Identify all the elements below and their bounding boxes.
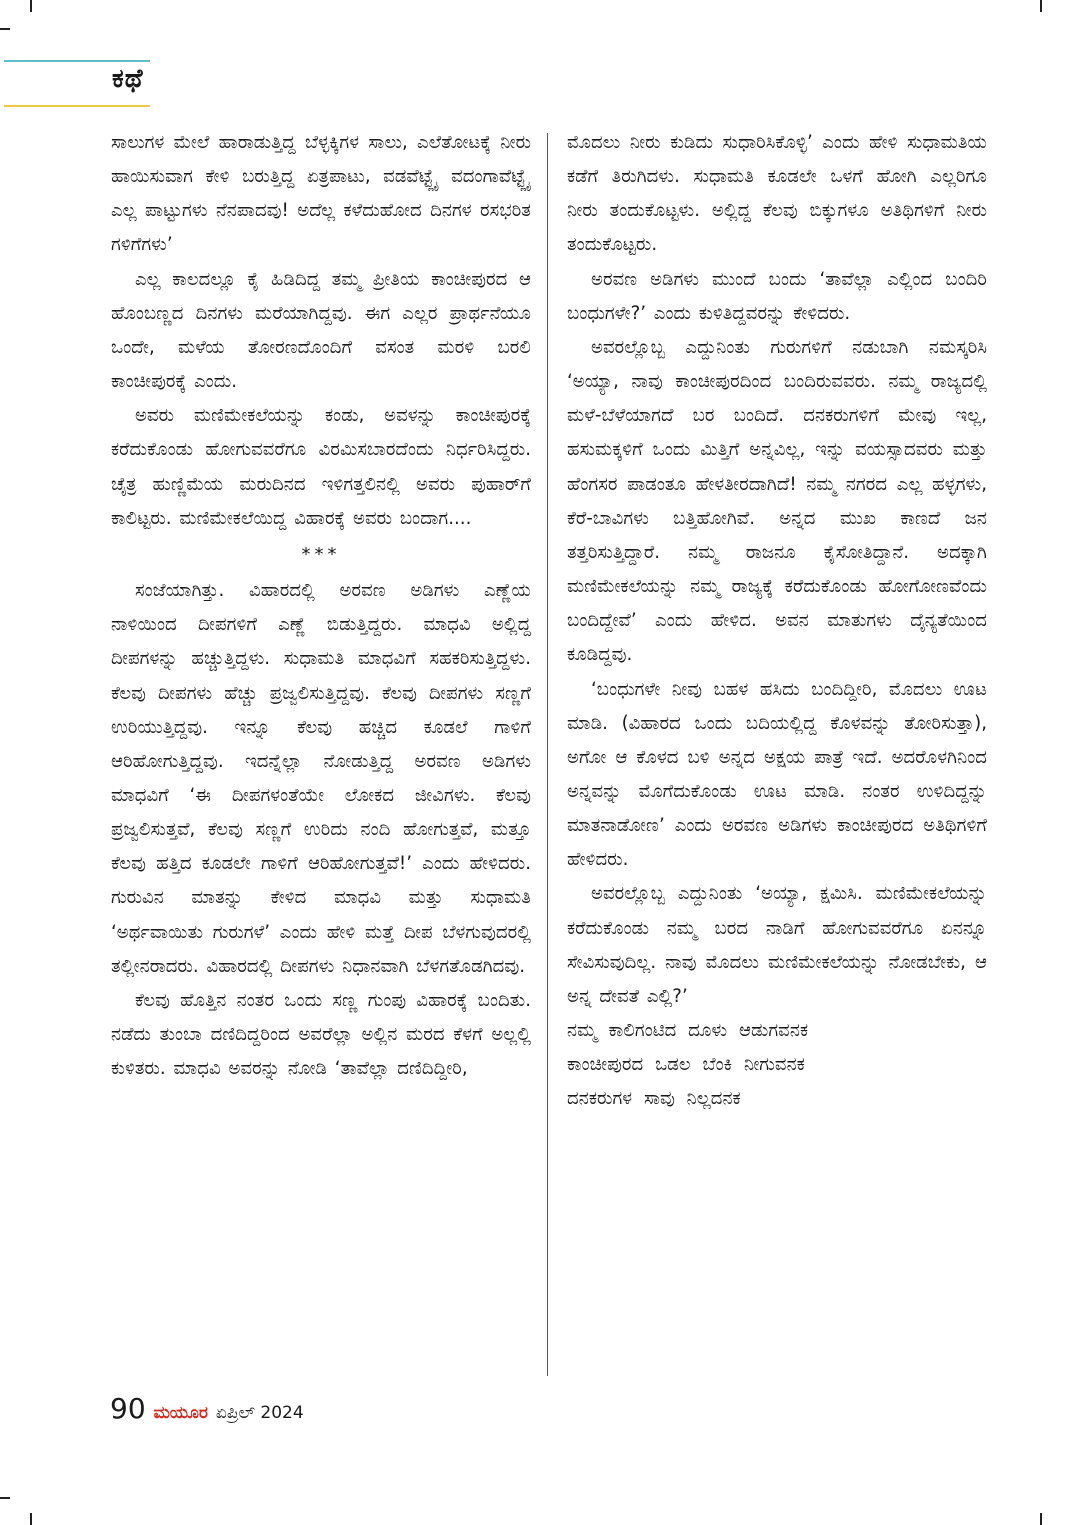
paragraph: ಅವರು ಮಣಿಮೇಕಲೆಯನ್ನು ಕಂಡು, ಅವಳನ್ನು ಕಾಂಚೀಪುರಕ್ಕೆ ಕರೆದುಕೊಂಡು ಹೋಗುವವರೆಗೂ ವಿರಮಿಸಬಾರದೆಂದು ನಿರ್ಧರಿಸಿದ್ದರು. ಚೈತ್ರ ಹುಣ್ಣಿಮೆಯ ಮರುದಿನದ ಇಳಿಗತ್ತಲಿನಲ್ಲಿ ಅವರು ಪುಹಾರ್‌ಗೆ ಕಾಲಿಟ್ಟರು. ಮಣಿಮೇಕಲೆಯಿದ್ದ ವಿಹಾರಕ್ಕೆ ಅವರು ಬಂದಾಗ.... xyxy=(111,405,531,529)
verse-line: ದನಕರುಗಳ ಸಾವು ನಿಲ್ಲದನಕ xyxy=(567,1088,741,1110)
section-separator: *** xyxy=(301,543,341,565)
left-column xyxy=(111,126,531,1086)
crop-mark xyxy=(1040,1513,1042,1525)
paragraph: ಅವರಲ್ಲೊಬ್ಬ ಎದ್ದುನಿಂತು ಗುರುಗಳಿಗೆ ನಡುಬಾಗಿ ನಮಸ್ಕರಿಸಿ ‘ಅಯ್ಯಾ, ನಾವು ಕಾಂಚೀಪುರದಿಂದ ಬಂದಿರುವವರು. ನಮ್ಮ ರಾಜ್ಯದಲ್ಲಿ ಮಳೆ-ಬೆಳೆಯಾಗದೆ ಬರ ಬಂದಿದೆ. ದನಕರುಗಳಿಗೆ ಮೇವು ಇಲ್ಲ, ಹಸುಮಕ್ಕಳಿಗೆ ಒಂದು ಮಿತ್ತಿಗೆ ಅನ್ನವಿಲ್ಲ, ಇನ್ನು ವಯಸ್ಸಾದವರು ಮತ್ತು ಹೆಂಗಸರ ಪಾಡಂತೂ ಹೇಳತೀರದಾಗಿದೆ! ನಮ್ಮ ನಗರದ ಎಲ್ಲ ಹಳ್ಳಗಳು, ಕೆರೆ-ಬಾವಿಗಳು ಬತ್ತಿಹೋಗಿವೆ. ಅನ್ನದ ಮುಖ ಕಾಣದೆ ಜನ ತತ್ತರಿಸುತ್ತಿದ್ದಾರೆ. ನಮ್ಮ ರಾಜನೂ ಕೈಸೋತಿದ್ದಾನೆ. ಅದಕ್ಕಾಗಿ ಮಣಿಮೇಕಲೆಯನ್ನು ನಮ್ಮ ರಾಜ್ಯಕ್ಕೆ ಕರೆದುಕೊಂಡು ಹೋಗೋಣವೆಂದು ಬಂದಿದ್ದೇವೆ’ ಎಂದು ಹೇಳಿದ. ಅವನ ಮಾತುಗಳು ದೈನ್ಯತೆಯಿಂದ ಕೂಡಿದ್ದವು. xyxy=(567,336,987,666)
section-title: ಕಥೆ xyxy=(112,64,144,94)
verse-line: ನಮ್ಮ ಕಾಲಿಗಂಟಿದ ದೂಳು ಆಡುಗವನಕ xyxy=(567,1020,809,1042)
page-number: 90 xyxy=(110,1392,146,1425)
paragraph: ಅವರಲ್ಲೊಬ್ಬ ಎದ್ದುನಿಂತು ‘ಅಯ್ಯಾ, ಕ್ಷಮಿಸಿ. ಮಣಿಮೇಕಲೆಯನ್ನು ಕರೆದುಕೊಂಡು ನಮ್ಮ ಬರದ ನಾಡಿಗೆ ಹೋಗುವವರೆಗೂ ಏನನ್ನೂ ಸೇವಿಸುವುದಿಲ್ಲ. ನಾವು ಮೊದಲು ಮಣಿಮೇಕಲೆಯನ್ನು ನೋಡಬೇಕು, ಆ ಅನ್ನ ದೇವತೆ ಎಲ್ಲಿ?’ xyxy=(567,883,987,1007)
page-footer xyxy=(110,1392,304,1428)
paragraph: ಅರವಣ ಅಡಿಗಳು ಮುಂದೆ ಬಂದು ‘ತಾವೆಲ್ಲಾ ಎಲ್ಲಿಂದ ಬಂದಿರಿ ಬಂಧುಗಳೇ?’ ಎಂದು ಕುಳಿತಿದ್ದವರನ್ನು ಕೇಳಿದರು. xyxy=(567,268,987,324)
verse-line: ಕಾಂಚೀಪುರದ ಒಡಲ ಬೆಂಕಿ ನೀಗುವನಕ xyxy=(567,1054,805,1076)
crop-mark xyxy=(0,28,10,30)
magazine-logo: ಮಯೂರ xyxy=(153,1403,208,1423)
column-divider xyxy=(547,133,548,1376)
crop-mark xyxy=(30,0,32,12)
paragraph: ಸಾಲುಗಳ ಮೇಲೆ ಹಾರಾಡುತ್ತಿದ್ದ ಬೆಳ್ಳಕ್ಕಿಗಳ ಸಾಲು, ಎಲೆತೋಟಕ್ಕೆ ನೀರು ಹಾಯಿಸುವಾಗ ಕೇಳಿ ಬರುತ್ತಿದ್ದ ಏತ್ರಪಾಟು, ವಡವೆಟ್ಟ್ಲೈ ವದಂಗಾವೆಟ್ಟ್ಲೈ ಎಲ್ಲ ಪಾಟ್ಟುಗಳು ನೆನಪಾದವು! ಅದೆಲ್ಲ ಕಳೆದುಹೋದ ದಿನಗಳ ರಸಭರಿತ ಗಳಿಗೆಗಳು’ xyxy=(111,132,531,256)
paragraph: ‘ಬಂಧುಗಳೇ ನೀವು ಬಹಳ ಹಸಿದು ಬಂದಿದ್ದೀರಿ, ಮೊದಲು ಊಟ ಮಾಡಿ. (ವಿಹಾರದ ಒಂದು ಬದಿಯಲ್ಲಿದ್ದ ಕೊಳವನ್ನು ತೋರಿಸುತ್ತಾ), ಅಗೋ ಆ ಕೊಳದ ಬಳಿ ಅನ್ನದ ಅಕ್ಷಯ ಪಾತ್ರೆ ಇದೆ. ಅದರೊಳಗಿನಿಂದ ಅನ್ನವನ್ನು ಮೊಗೆದುಕೊಂಡು ಊಟ ಮಾಡಿ. ನಂತರ ಉಳಿದಿದ್ದನ್ನು ಮಾತನಾಡೋಣ’ ಎಂದು ಅರವಣ ಅಡಿಗಳು ಕಾಂಚೀಪುರದ ಅತಿಥಿಗಳಿಗೆ ಹೇಳಿದರು. xyxy=(567,678,987,871)
issue-date: ಏಪ್ರಿಲ್ 2024 xyxy=(215,1403,304,1423)
paragraph: ಕೆಲವು ಹೊತ್ತಿನ ನಂತರ ಒಂದು ಸಣ್ಣ ಗುಂಪು ವಿಹಾರಕ್ಕೆ ಬಂದಿತು. ನಡೆದು ತುಂಬಾ ದಣಿದಿದ್ದರಿಂದ ಅವರೆಲ್ಲಾ ಅಲ್ಲಿನ ಮರದ ಕೆಳಗೆ ಅಲ್ಲಲ್ಲಿ ಕುಳಿತರು. ಮಾಧವಿ ಅವರನ್ನು ನೋಡಿ ‘ತಾವೆಲ್ಲಾ ದಣಿದಿದ್ದೀರಿ, xyxy=(111,989,531,1080)
paragraph: ಮೊದಲು ನೀರು ಕುಡಿದು ಸುಧಾರಿಸಿಕೊಳ್ಳಿ’ ಎಂದು ಹೇಳಿ ಸುಧಾಮತಿಯ ಕಡೆಗೆ ತಿರುಗಿದಳು. ಸುಧಾಮತಿ ಕೂಡಲೇ ಒಳಗೆ ಹೋಗಿ ಎಲ್ಲರಿಗೂ ನೀರು ತಂದುಕೊಟ್ಟಳು. ಅಲ್ಲಿದ್ದ ಕೆಲವು ಬಿಕ್ಕುಗಳೂ ಅತಿಥಿಗಳಿಗೆ ನೀರು ತಂದುಕೊಟ್ಟರು. xyxy=(567,132,987,256)
crop-mark xyxy=(1040,0,1042,12)
crop-mark xyxy=(0,1497,10,1499)
header-rule-top xyxy=(4,60,150,62)
paragraph: ಎಲ್ಲ ಕಾಲದಲ್ಲೂ ಕೈ ಹಿಡಿದಿದ್ದ ತಮ್ಮ ಪ್ರೀತಿಯ ಕಾಂಚೀಪುರದ ಆ ಹೊಂಬಣ್ಣದ ದಿನಗಳು ಮರೆಯಾಗಿದ್ದವು. ಈಗ ಎಲ್ಲರ ಪ್ರಾರ್ಥನೆಯೂ ಒಂದೇ, ಮಳೆಯ ತೋರಣದೊಂದಿಗೆ ವಸಂತ ಮರಳಿ ಬರಲಿ ಕಾಂಚೀಪುರಕ್ಕೆ ಎಂದು. xyxy=(111,268,531,393)
paragraph: ಸಂಜೆಯಾಗಿತ್ತು. ವಿಹಾರದಲ್ಲಿ ಅರವಣ ಅಡಿಗಳು ಎಣ್ಣೆಯ ನಾಳಿಯಿಂದ ದೀಪಗಳಿಗೆ ಎಣ್ಣೆ ಬಿಡುತ್ತಿದ್ದರು. ಮಾಧವಿ ಅಲ್ಲಿದ್ದ ದೀಪಗಳನ್ನು ಹಚ್ಚುತ್ತಿದ್ದಳು. ಸುಧಾಮತಿ ಮಾಧವಿಗೆ ಸಹಕರಿಸುತ್ತಿದ್ದಳು. ಕೆಲವು ದೀಪಗಳು ಹೆಚ್ಚು ಪ್ರಜ್ವಲಿಸುತ್ತಿದ್ದವು. ಕೆಲವು ದೀಪಗಳು ಸಣ್ಣಗೆ ಉರಿಯುತ್ತಿದ್ದವು. ಇನ್ನೂ ಕೆಲವು ಹಚ್ಚಿದ ಕೂಡಲೆ ಗಾಳಿಗೆ ಆರಿಹೋಗುತ್ತಿದ್ದವು. ಇದನ್ನೆಲ್ಲಾ ನೋಡುತ್ತಿದ್ದ ಅರವಣ ಅಡಿಗಳು ಮಾಧವಿಗೆ ‘ಈ ದೀಪಗಳಂತೆಯೇ ಲೋಕದ ಜೀವಿಗಳು. ಕೆಲವು ಪ್ರಜ್ವಲಿಸುತ್ತವೆ, ಕೆಲವು ಸಣ್ಣಗೆ ಉರಿದು ನಂದಿ ಹೋಗುತ್ತವೆ, ಮತ್ತೂ ಕೆಲವು ಹತ್ತಿದ ಕೂಡಲೇ ಗಾಳಿಗೆ ಆರಿಹೋಗುತ್ತವೆ!’ ಎಂದು ಹೇಳಿದರು. ಗುರುವಿನ ಮಾತನ್ನು ಕೇಳಿದ ಮಾಧವಿ ಮತ್ತು ಸುಧಾಮತಿ ‘ಅರ್ಥವಾಯಿತು ಗುರುಗಳೆ’ ಎಂದು ಹೇಳಿ ಮತ್ತೆ ದೀಪ ಬೆಳಗುವುದರಲ್ಲಿ ತಲ್ಲೀನರಾದರು. ವಿಹಾರದಲ್ಲಿ ದೀಪಗಳು ನಿಧಾನವಾಗಿ ಬೆಳಗತೊಡಗಿದವು. xyxy=(111,580,531,977)
crop-mark xyxy=(30,1513,32,1525)
right-column xyxy=(567,126,987,1117)
header-rule-bottom xyxy=(4,105,150,107)
